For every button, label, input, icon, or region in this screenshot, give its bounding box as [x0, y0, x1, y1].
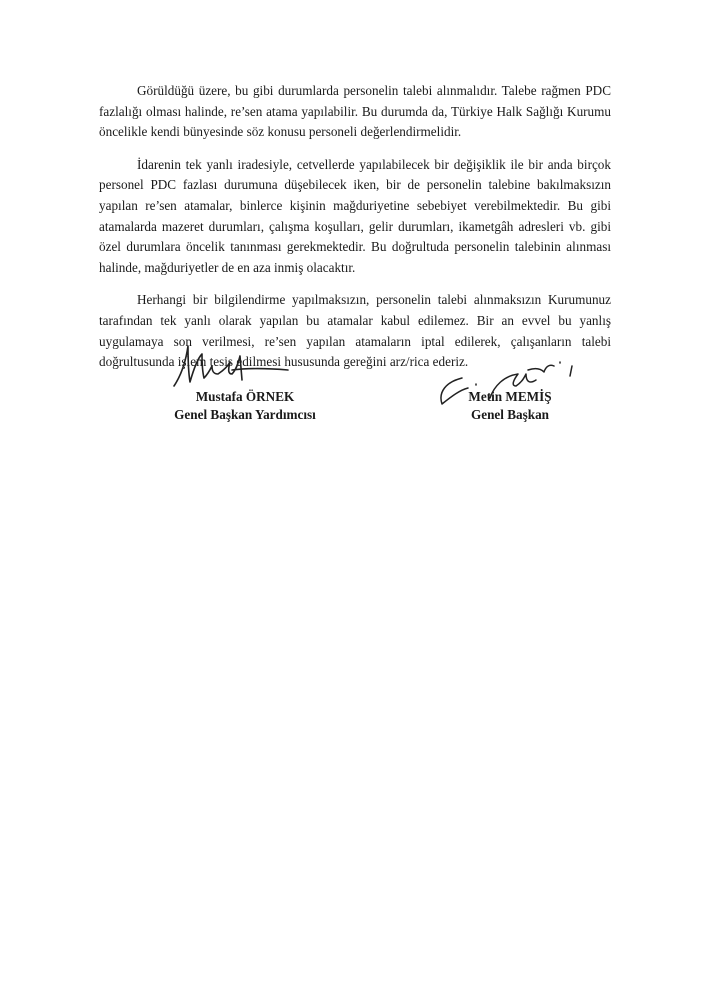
- signatory-title-left: Genel Başkan Yardımcısı: [174, 407, 316, 422]
- signatory-name-right: Metin MEMİŞ: [468, 389, 552, 404]
- paragraph-1: Görüldüğü üzere, bu gibi durumlarda personelin talebi alınmalıdır. Talebe rağmen PDC fazlalığı olması halinde, re’sen atama yapılabilir. Bu durumda da, Türkiye Halk Sağlığı Kurumu öncelikle kendi bünyesinde söz konusu personeli değerlendirmelidir.: [99, 83, 611, 140]
- signature-block-right: [440, 388, 580, 424]
- signature-left-icon: [168, 340, 298, 392]
- signature-block-left: [160, 388, 330, 424]
- paragraph-3: Herhangi bir bilgilendirme yapılmaksızın, personelin talebi alınmaksızın Kurumunuz tarafından tek yanlı olarak yapılan bu atamalar kabul edilemez. Bir an evvel bu yanlış uygulamaya son verilmesi, re’sen yapılan atamaların iptal edilerek, çalışanların talebi doğrultusunda işlem tesis edilmesi hususunda gereğini arz/rica ederiz.: [99, 292, 611, 370]
- paragraph-2: İdarenin tek yanlı iradesiyle, cetvellerde yapılabilecek bir değişiklik ile bir anda birçok personel PDC fazlası durumuna düşebilecek iken, bir de personelin talebine bakılmaksızın yapılan re’sen atamalar, binlerce kişinin mağduriyetine sebebiyet verebilmektedir. Bu gibi atamalarda mazeret durumları, çalışma koşulları, gelir durumları, ikametgâh adresleri vb. gibi özel durumlara öncelik tanınması gerekmektedir. Bu doğrultuda personelin talebinin alınması halinde, mağduriyetler de en aza inmiş olacaktır.: [99, 156, 611, 275]
- signatory-title-right: Genel Başkan: [470, 407, 550, 422]
- signatory-name-left: Mustafa ÖRNEK: [195, 389, 295, 404]
